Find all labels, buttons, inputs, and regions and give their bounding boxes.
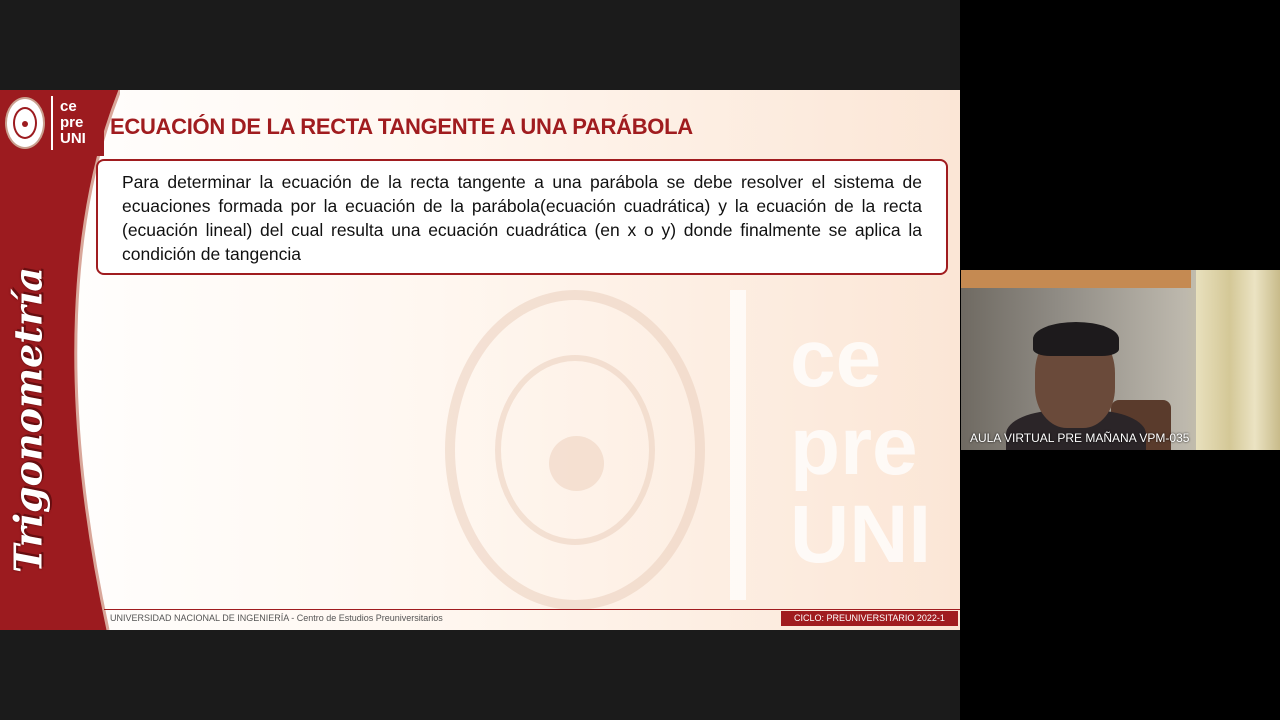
slide-title: ECUACIÓN DE LA RECTA TANGENTE A UNA PARÁBOLA: [110, 114, 693, 139]
logo-divider: [51, 96, 53, 150]
participant-video-tile[interactable]: [961, 270, 1280, 450]
logo-wordmark: [60, 99, 86, 147]
participant-hair: [1033, 322, 1119, 356]
footer-institution: UNIVERSIDAD NACIONAL DE INGENIERÍA - Centro de Estudios Preuniversitarios: [110, 613, 443, 623]
cepreuni-logo: [0, 90, 104, 156]
watermark-seal-icon: [445, 290, 705, 610]
watermark-line-3: UNI: [790, 489, 932, 580]
course-name-vertical: Trigonometría: [5, 267, 51, 573]
uni-seal-icon: [5, 97, 45, 149]
participant-name-label: AULA VIRTUAL PRE MAÑANA VPM-035: [970, 431, 1190, 445]
video-background-curtain: [1196, 270, 1280, 450]
logo-line-2: pre: [60, 114, 84, 131]
footer-cycle-badge: CICLO: PREUNIVERSITARIO 2022-1: [781, 611, 958, 626]
definition-box: [96, 159, 948, 275]
video-background-wall: [961, 270, 1191, 288]
watermark-line-1: ce: [790, 313, 882, 404]
logo-line-3: UNI: [60, 130, 86, 147]
watermark-line-2: pre: [790, 401, 918, 492]
presentation-slide: [0, 90, 960, 630]
watermark-divider: [730, 290, 746, 600]
definition-text: Para determinar la ecuación de la recta tangente a una parábola se debe resolver el sistema de ecuaciones formada por la ecuación de la parábola(ecuación cuadrática) y la ecuación de la recta (ecuación lineal) del cual resulta una ecuación cuadrática (en x o y) donde finalmente se aplica la condición de tangencia: [122, 172, 922, 264]
footer-rule: [104, 609, 960, 610]
watermark-wordmark: [790, 315, 931, 579]
logo-line-1: ce: [60, 98, 77, 115]
